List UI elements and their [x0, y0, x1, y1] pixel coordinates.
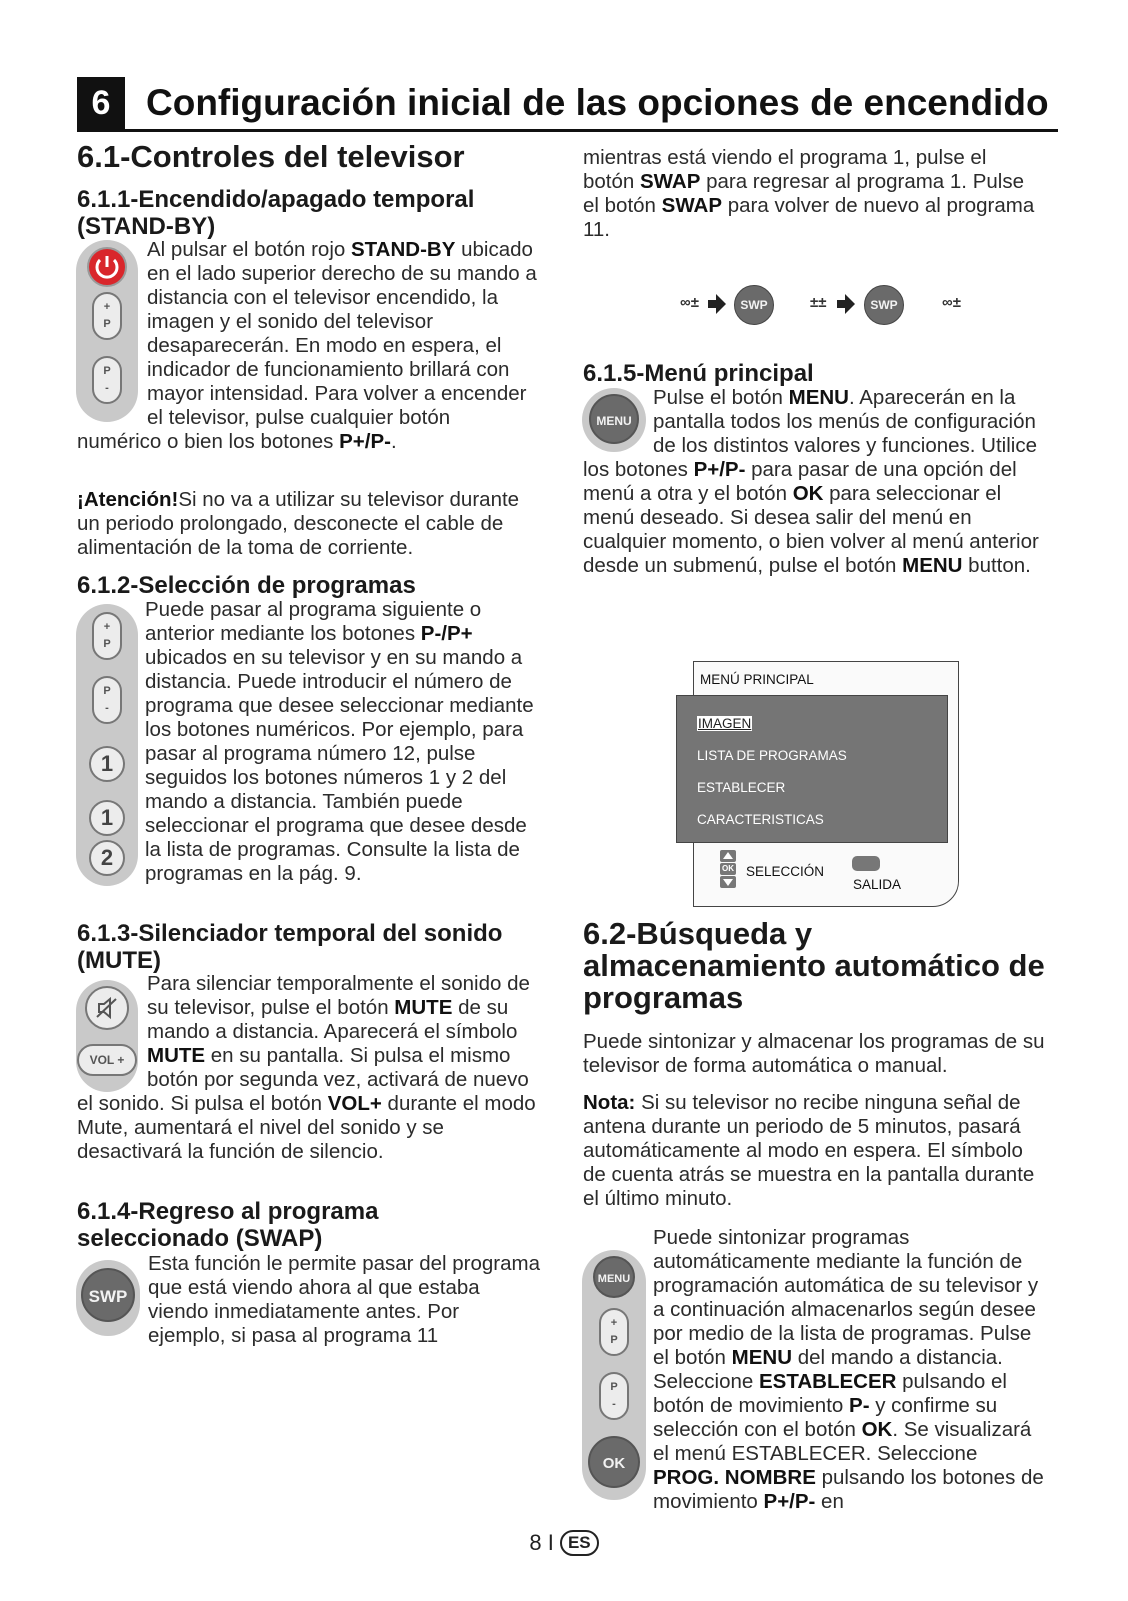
- section-6-2-note: Nota: Si su televisor no recibe ninguna señal de antena durante un periodo de 5 minutos, pasará automáticamente al modo en espera. El símbolo de cuenta atrás se muestra en la pantalla durante el último minuto.: [583, 1091, 1035, 1210]
- section-6-2-body: Puede sintonizar programas automáticamente mediante la función de programación automática de su televisor y a continuación almacenarlos según desee por medio de la lista de programas. Pulse el botón MENU del mando a distancia. Seleccione ESTABLECER pulsando el botón de movimiento P- y confirme su selección con el botón OK. Se visualizará el menú ESTABLECER. Seleccione PROG. NOMBRE pulsando los botones de movimiento P+/P- en: [653, 1226, 1044, 1513]
- program-symbol: ∞±: [942, 294, 961, 311]
- program-up-button-icon: + P: [599, 1308, 629, 1356]
- menu-item-establecer: ESTABLECER: [697, 780, 786, 795]
- chapter-title: Configuración inicial de las opciones de encendido: [146, 82, 1049, 123]
- ok-button-icon: OK: [588, 1436, 640, 1488]
- menu-button-icon: MENU: [593, 1256, 635, 1298]
- chapter-number: 6: [77, 77, 125, 130]
- volume-up-button-icon: VOL +: [77, 1044, 137, 1076]
- program-up-button-icon: + P: [92, 292, 122, 340]
- page-number: 8 I: [529, 1530, 554, 1555]
- section-6-1-3-title: 6.1.3-Silenciador temporal del sonido (MUTE): [77, 920, 503, 974]
- section-6-1-4-title: 6.1.4-Regreso al programa seleccionado (SWAP): [77, 1198, 379, 1252]
- arrow-right-icon: [837, 294, 855, 314]
- select-hint: SELECCIÓN: [746, 864, 825, 879]
- language-badge: ES: [560, 1530, 599, 1556]
- program-down-button-icon: P -: [92, 356, 122, 404]
- swap-button-icon: SWP: [864, 285, 904, 325]
- section-6-2-intro: Puede sintonizar y almacenar los programas de su televisor de forma automática o manual.: [583, 1030, 1045, 1077]
- section-6-1-2-title: 6.1.2-Selección de programas: [77, 572, 416, 599]
- chapter-rule: [77, 129, 1058, 132]
- digit-one-button-icon: 1: [89, 746, 125, 782]
- swap-diagram: [680, 285, 980, 325]
- digit-one-button-icon: 1: [89, 800, 125, 836]
- swap-button-icon: SWP: [81, 1268, 135, 1322]
- program-symbol: ∞±: [680, 294, 699, 311]
- swap-continued-text: mientras está viendo el programa 1, pulse el botón SWAP para regresar al programa 1. Pulse el botón SWAP para volver de nuevo al programa 11.: [583, 146, 1035, 241]
- swap-remote-illustration: [76, 1260, 140, 1336]
- menu-title: MENÚ PRINCIPAL: [700, 672, 814, 687]
- arrow-right-icon: [708, 294, 726, 314]
- menu-button-icon: MENU: [589, 394, 639, 444]
- program-up-button-icon: + P: [92, 612, 122, 660]
- section-6-1-3-body: Para silenciar temporalmente el sonido de su televisor, pulse el botón MUTE de su mando a distancia. Aparecerá el símbolo MUTE en su pantalla. Si pulsa el mismo botón por segunda vez, activará de nuevo el sonido. Si pulsa el botón VOL+ durante el modo Mute, aumentará el nivel del sonido y se desactivará la función de silencio.: [77, 972, 536, 1163]
- menu-item-caracteristicas: CARACTERISTICAS: [697, 812, 824, 827]
- menu-item-lista: LISTA DE PROGRAMAS: [697, 748, 847, 763]
- section-6-1-5-body: Pulse el botón MENU. Aparecerán en la pantalla todos los menús de configuración de los distintos valores y funciones. Utilice los botones P+/P- para pasar de una opción del menú a otra y el botón OK para seleccionar el menú deseado. Si desea salir del menú en cualquier momento, o bien volver al menú anterior desde un submenú, pulse el botón MENU button.: [583, 386, 1039, 577]
- section-6-2-title: 6.2-Búsqueda y almacenamiento automático de programas: [583, 916, 1045, 1015]
- exit-hint: SALIDA: [853, 877, 902, 892]
- program-remote-illustration: [76, 604, 138, 886]
- program-symbol: ±±: [810, 294, 827, 311]
- down-arrow-icon: [720, 876, 736, 888]
- exit-key-icon: [852, 856, 880, 871]
- section-6-1-2-body: Puede pasar al programa siguiente o anterior mediante los botones P-/P+ ubicados en su televisor y en su mando a distancia. Puede introducir el número de programa que desee seleccionar mediante los botones numéricos. Por ejemplo, para pasar al programa número 12, pulse seguidos los botones números 1 y 2 del mando a distancia. También puede seleccionar el programa que desee desde la lista de programas. Consulte la lista de programas en la pág. 9.: [145, 598, 534, 885]
- section-6-1-4-body: Esta función le permite pasar del programa que está viendo ahora al que estaba viendo inmediatamente antes. Por ejemplo, si pasa al programa 11: [148, 1252, 540, 1347]
- program-down-button-icon: P -: [92, 676, 122, 724]
- navigation-keys-icon: [720, 850, 736, 890]
- section-6-1-5-title: 6.1.5-Menú principal: [583, 360, 814, 387]
- page-footer: [0, 1530, 1128, 1556]
- ok-key-icon: OK: [722, 864, 734, 873]
- attention-note: ¡Atención!Si no va a utilizar su televisor durante un periodo prolongado, desconecte el cable de alimentación de la toma de corriente.: [77, 488, 520, 559]
- section-6-1-1-title: 6.1.1-Encendido/apagado temporal (STAND-BY): [77, 186, 475, 240]
- section-6-1-title: 6.1-Controles del televisor: [77, 139, 465, 174]
- swap-button-icon: SWP: [734, 285, 774, 325]
- section-6-1-1-body: Al pulsar el botón rojo STAND-BY ubicado en el lado superior derecho de su mando a distancia con el televisor encendido, la imagen y el sonido del televisor desaparecerán. En modo en espera, el indicador de funcionamiento brillará con mayor intensidad. Para volver a encender el televisor, pulse cualquier botón numérico o bien los botones P+/P-.: [77, 238, 537, 453]
- digit-two-button-icon: 2: [89, 840, 125, 876]
- menu-item-imagen: IMAGEN: [698, 716, 752, 731]
- up-arrow-icon: [720, 850, 736, 862]
- menu-list: [676, 695, 948, 843]
- program-down-button-icon: P -: [599, 1372, 629, 1420]
